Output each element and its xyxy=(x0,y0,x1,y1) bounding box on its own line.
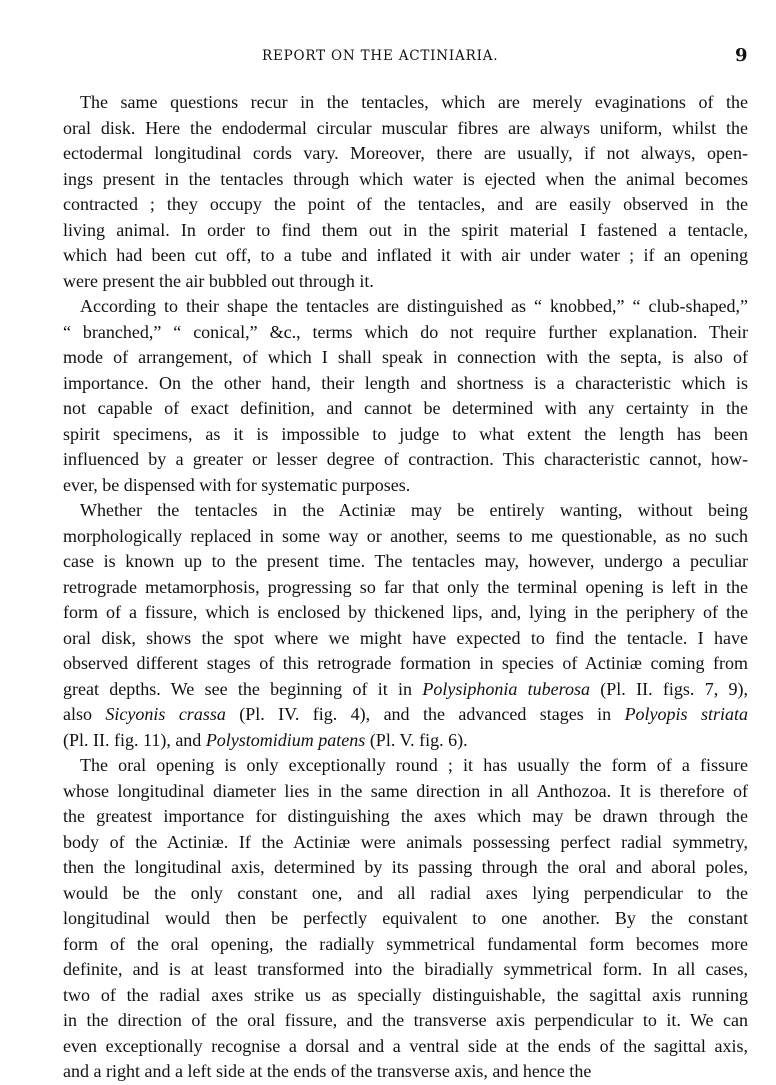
text-segment: then the longitudinal axis, determined by its passing through the oral and aboral poles, xyxy=(63,857,748,877)
paragraph xyxy=(63,90,748,294)
paragraph xyxy=(63,498,748,753)
text-segment: not capable of exact definition, and cannot be determined with any certainty in the xyxy=(63,398,748,418)
text-line xyxy=(63,90,748,116)
text-segment: definite, and is at least transformed into the biradially symmetrical form. In all cases, xyxy=(63,959,748,979)
text-segment: were present the air bubbled out through it. xyxy=(63,270,374,291)
running-head-title: REPORT ON THE ACTINIARIA. xyxy=(262,48,499,64)
text-segment: mode of arrangement, of which I shall speak in connection with the septa, is also of xyxy=(63,347,748,367)
text-segment: ings present in the tentacles through which water is ejected when the animal becomes xyxy=(63,168,748,189)
text-line xyxy=(63,575,748,601)
text-segment: contracted ; they occupy the point of the tentacles, and are easily observed in the xyxy=(63,194,748,214)
text-line xyxy=(63,192,748,218)
text-segment: two of the radial axes strike us as specially distinguishable, the sagittal axis running xyxy=(63,984,748,1005)
text-segment: (Pl. V. fig. 6). xyxy=(365,729,468,750)
body-text xyxy=(63,90,748,1085)
text-segment: importance. On the other hand, their length and shortness is a characteristic which is xyxy=(63,372,748,393)
text-line xyxy=(63,498,748,524)
text-segment: morphologically replaced in some way or another, seems to me questionable, as no such xyxy=(63,525,748,546)
text-segment: great depths. We see the beginning of it in xyxy=(63,678,423,699)
text-line xyxy=(63,804,748,830)
text-line xyxy=(63,651,748,677)
text-segment: According to their shape the tentacles are distinguished as “ knobbed,” “ club-shaped,” xyxy=(80,296,748,316)
text-line xyxy=(63,422,748,448)
text-segment: the greatest importance for distinguishing the axes which may be drawn through the xyxy=(63,806,748,826)
text-segment: spirit specimens, as it is impossible to judge to what extent the length has been xyxy=(63,423,748,444)
text-segment: (Pl. II. figs. 7, 9), xyxy=(590,678,748,699)
text-line xyxy=(63,269,748,295)
text-segment: even exceptionally recognise a dorsal and a ventral side at the ends of the sagittal axis, xyxy=(63,1035,748,1056)
text-segment: (Pl. II. fig. 11), and xyxy=(63,729,206,750)
text-line xyxy=(63,116,748,142)
text-line xyxy=(63,728,748,754)
text-segment: case is known up to the present time. The tentacles may, however, undergo a peculiar xyxy=(63,551,748,571)
running-head xyxy=(0,45,776,70)
text-line xyxy=(63,881,748,907)
text-line xyxy=(63,473,748,499)
paragraph xyxy=(63,294,748,498)
text-segment: oral disk, shows the spot where we might have expected to find the tentacle. I have xyxy=(63,627,748,648)
text-line xyxy=(63,677,748,703)
text-line xyxy=(63,702,748,728)
text-segment: The same questions recur in the tentacles, which are merely evaginations of the xyxy=(80,92,748,112)
text-line xyxy=(63,371,748,397)
text-line xyxy=(63,830,748,856)
text-segment: would be the only constant one, and all radial axes lying perpendicular to the xyxy=(63,882,748,903)
text-segment: in the direction of the oral fissure, and the transverse axis perpendicular to it. We can xyxy=(63,1010,748,1030)
text-line xyxy=(63,524,748,550)
text-segment: form of the oral opening, the radially symmetrical fundamental form becomes more xyxy=(63,933,748,954)
text-line xyxy=(63,141,748,167)
text-line xyxy=(63,855,748,881)
text-line xyxy=(63,345,748,371)
text-line xyxy=(63,626,748,652)
text-line xyxy=(63,957,748,983)
text-line xyxy=(63,320,748,346)
text-segment: living animal. In order to find them out in the spirit material I fastened a tentacle, xyxy=(63,219,748,240)
text-segment: form of a fissure, which is enclosed by thickened lips, and, lying in the periphery of the xyxy=(63,602,748,622)
text-line xyxy=(63,447,748,473)
text-segment: longitudinal would then be perfectly equivalent to one another. By the constant xyxy=(63,908,748,928)
text-line xyxy=(63,753,748,779)
text-line xyxy=(63,1059,748,1085)
italic-species-name: Polystomidium patens xyxy=(205,729,366,750)
italic-species-name: Sicyonis crassa xyxy=(105,704,226,724)
text-segment: The oral opening is only exceptionally round ; it has usually the form of a fissure xyxy=(80,755,748,775)
page-number: 9 xyxy=(735,45,748,66)
italic-species-name: Polyopis striata xyxy=(624,704,748,724)
text-segment: influenced by a greater or lesser degree of contraction. This characteristic cannot, how- xyxy=(63,449,748,469)
text-line xyxy=(63,600,748,626)
text-segment: (Pl. IV. fig. 4), and the advanced stages in xyxy=(225,704,625,724)
text-segment: ever, be dispensed with for systematic purposes. xyxy=(63,474,411,495)
text-segment: body of the Actiniæ. If the Actiniæ were animals possessing perfect radial symmetry, xyxy=(63,831,748,852)
text-line xyxy=(63,218,748,244)
text-segment: and a right and a left side at the ends of the transverse axis, and hence the xyxy=(63,1061,592,1081)
text-segment: also xyxy=(63,704,106,724)
text-segment: which had been cut off, to a tube and inflated it with air under water ; if an opening xyxy=(63,245,748,265)
text-segment: Whether the tentacles in the Actiniæ may be entirely wanting, without being xyxy=(80,500,748,520)
text-line xyxy=(63,396,748,422)
text-segment: whose longitudinal diameter lies in the same direction in all Anthozoa. It is therefore of xyxy=(63,780,748,801)
italic-species-name: Polysiphonia tuberosa xyxy=(422,678,590,699)
text-line xyxy=(63,932,748,958)
text-segment: observed different stages of this retrograde formation in species of Actiniæ coming from xyxy=(63,653,748,673)
text-line xyxy=(63,1034,748,1060)
text-line xyxy=(63,779,748,805)
text-line xyxy=(63,243,748,269)
text-segment: ectodermal longitudinal cords vary. Moreover, there are usually, if not always, open- xyxy=(63,143,748,163)
text-line xyxy=(63,167,748,193)
text-line xyxy=(63,906,748,932)
text-segment: oral disk. Here the endodermal circular muscular fibres are always uniform, whilst the xyxy=(63,117,748,138)
text-line xyxy=(63,549,748,575)
text-segment: retrograde metamorphosis, progressing so far that only the terminal opening is left in the xyxy=(63,576,748,597)
text-line xyxy=(63,983,748,1009)
text-line xyxy=(63,1008,748,1034)
text-segment: “ branched,” “ conical,” &c., terms which do not require further explanation. Their xyxy=(63,321,748,342)
text-line xyxy=(63,294,748,320)
paragraph xyxy=(63,753,748,1085)
